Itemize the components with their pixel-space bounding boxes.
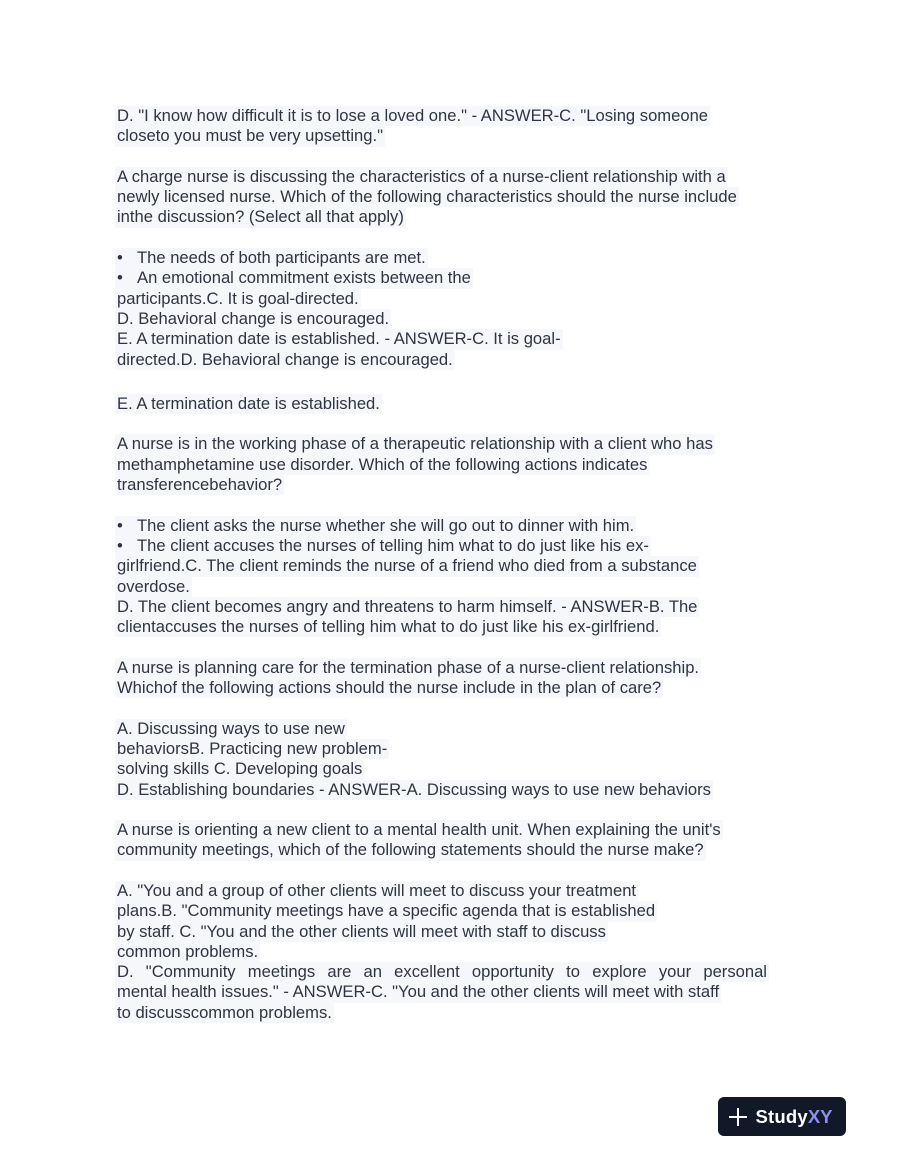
logo-word-xy: XY — [807, 1105, 833, 1127]
question-line: A nurse is in the working phase of a therapeutic relationship with a client who has — [117, 434, 713, 454]
text-line: D. The client becomes angry and threatens to harm himself. - ANSWER-B. The — [117, 596, 698, 616]
text-line: D. "I know how difficult it is to lose a loved one." - ANSWER-C. "Losing someone — [117, 106, 709, 125]
question-line: A nurse is orienting a new client to a mental health unit. When explaining the unit's — [117, 820, 721, 840]
text-line: A. "You and a group of other clients will meet to discuss your treatment — [117, 880, 637, 900]
question-line: transferencebehavior? — [117, 475, 283, 495]
question-line: inthe discussion? (Select all that apply) — [117, 207, 404, 227]
text-line: plans.B. "Community meetings have a specific agenda that is established — [117, 901, 656, 921]
question-line: A charge nurse is discussing the characteristics of a nurse-client relationship with a — [117, 166, 726, 186]
text-line: overdose. — [117, 576, 190, 596]
text-line: D. Behavioral change is encouraged. — [117, 308, 390, 328]
text-line: A. Discussing ways to use new — [117, 718, 345, 738]
text-line: common problems. — [117, 941, 259, 961]
text-line: E. A termination date is established. — [117, 393, 380, 413]
document-body — [117, 106, 787, 1023]
question-line: newly licensed nurse. Which of the following characteristics should the nurse include — [117, 187, 737, 207]
text-line: to discusscommon problems. — [117, 1002, 332, 1022]
text-line: directed.D. Behavioral change is encouraged. — [117, 349, 453, 369]
text-line: clientaccuses the nurses of telling him what to do just like his ex-girlfriend. — [117, 617, 660, 637]
text-line: by staff. C. "You and the other clients will meet with staff to discuss — [117, 921, 606, 941]
text-line: mental health issues." - ANSWER-C. "You and the other clients will meet with staff — [117, 982, 720, 1002]
question-line: methamphetamine use disorder. Which of the following actions indicates — [117, 454, 648, 474]
text-line: girlfriend.C. The client reminds the nurse of a friend who died from a substance — [117, 556, 697, 576]
text-line: behaviorsB. Practicing new problem- — [117, 738, 388, 758]
studyxy-logo — [718, 1097, 846, 1136]
text-line: closeto you must be very upsetting." — [117, 126, 383, 146]
plus-icon — [729, 1108, 747, 1126]
bullet-item: • An emotional commitment exists between the — [115, 268, 473, 288]
bullet-item: • The client asks the nurse whether she will go out to dinner with him. — [115, 516, 636, 536]
bullet-item: • The needs of both participants are met. — [115, 248, 428, 268]
bullet-item: • The client accuses the nurses of telling him what to do just like his ex- — [115, 536, 651, 556]
text-line: D. "Community meetings are an excellent opportunity to explore your personal — [117, 962, 767, 982]
question-line: community meetings, which of the following statements should the nurse make? — [117, 840, 704, 860]
text-line: D. Establishing boundaries - ANSWER-A. Discussing ways to use new behaviors — [117, 779, 711, 799]
question-line: A nurse is planning care for the termination phase of a nurse-client relationship. — [117, 657, 700, 677]
question-line: Whichof the following actions should the nurse include in the plan of care? — [117, 678, 662, 698]
logo-word-study: Study — [755, 1105, 808, 1127]
text-line: E. A termination date is established. - ANSWER-C. It is goal- — [117, 329, 561, 349]
text-line: participants.C. It is goal-directed. — [117, 288, 359, 308]
text-line: solving skills C. Developing goals — [117, 759, 363, 779]
